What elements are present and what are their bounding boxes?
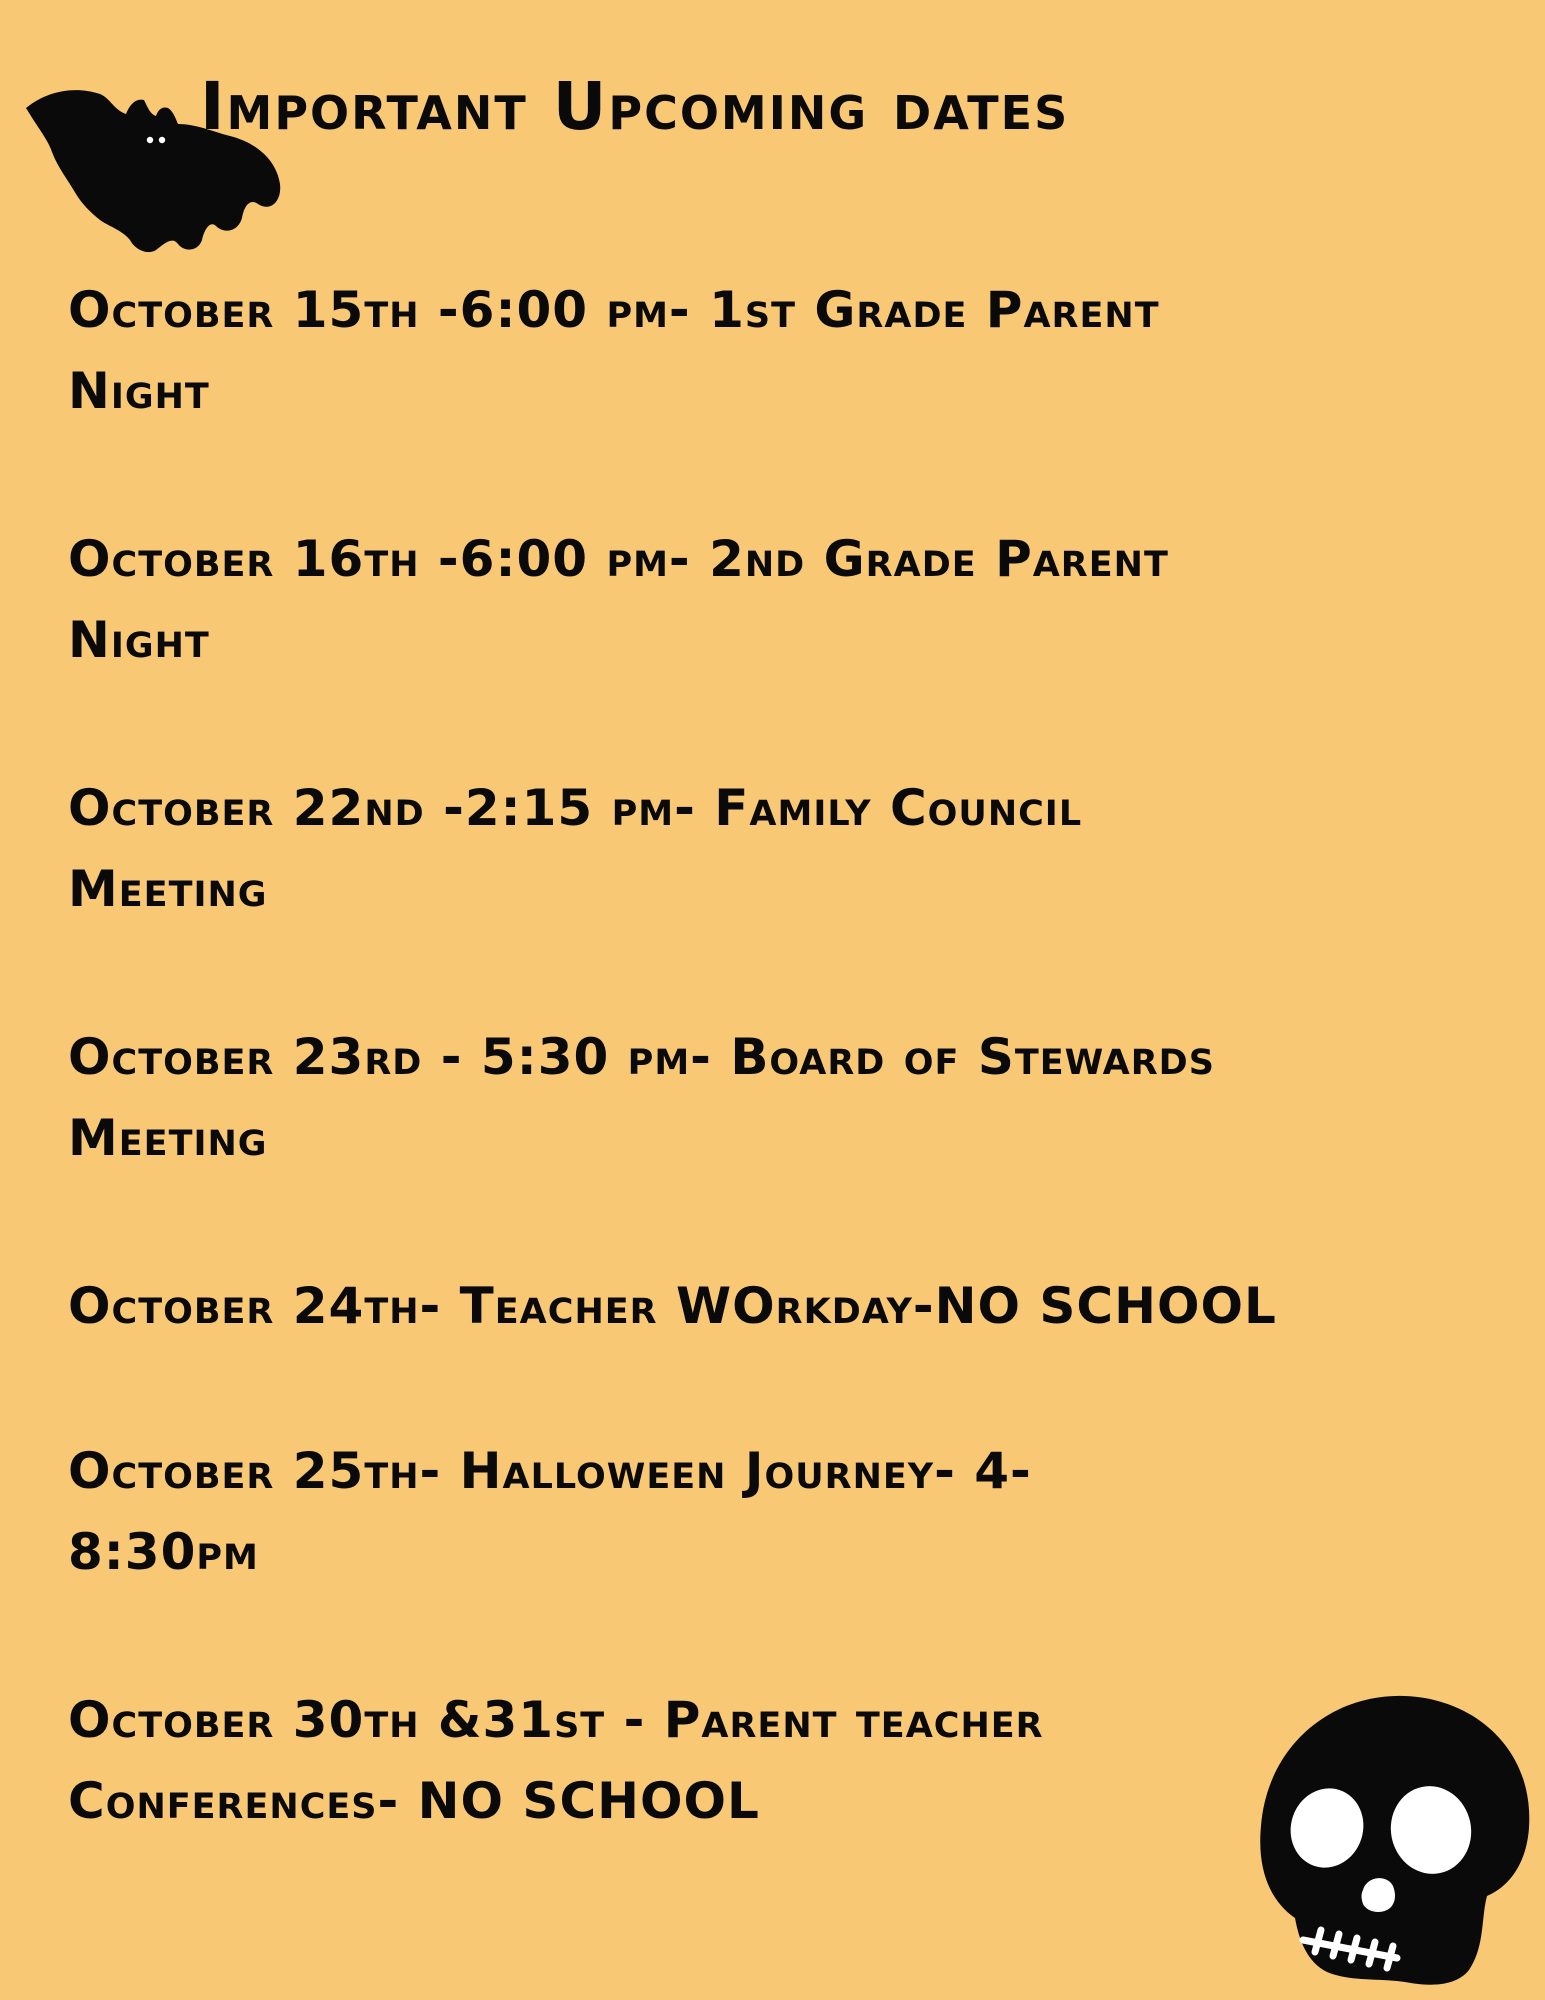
event-item — [68, 519, 1488, 684]
event-text: October 24th- Teacher WOrkday-NO SCHOOL — [68, 1277, 1277, 1335]
event-text-continued: Meeting — [68, 1109, 268, 1167]
event-text: October 15th -6:00 pm- 1st Grade Parent — [68, 281, 1160, 339]
event-text-continued: Meeting — [68, 860, 268, 918]
event-item — [68, 768, 1488, 933]
event-text-continued: Conferences- NO SCHOOL — [68, 1772, 760, 1830]
event-text: October 30th &31st - Parent teacher — [68, 1691, 1044, 1749]
page-title: Important Upcoming dates — [200, 68, 1070, 145]
event-text-continued: Night — [68, 611, 210, 669]
event-item — [68, 1017, 1488, 1182]
event-text-continued: Night — [68, 362, 210, 420]
event-text: October 22nd -2:15 pm- Family Council — [68, 779, 1083, 837]
event-text-continued: 8:30pm — [68, 1523, 259, 1581]
event-text: October 25th- Halloween Journey- 4- — [68, 1442, 1032, 1500]
event-item — [68, 1266, 1488, 1347]
event-text: October 23rd - 5:30 pm- Board of Stewards — [68, 1028, 1215, 1086]
events-list — [68, 270, 1488, 1929]
event-item — [68, 1431, 1488, 1596]
event-item — [68, 270, 1488, 435]
skull-icon — [1255, 1690, 1535, 1990]
event-text: October 16th -6:00 pm- 2nd Grade Parent — [68, 530, 1169, 588]
